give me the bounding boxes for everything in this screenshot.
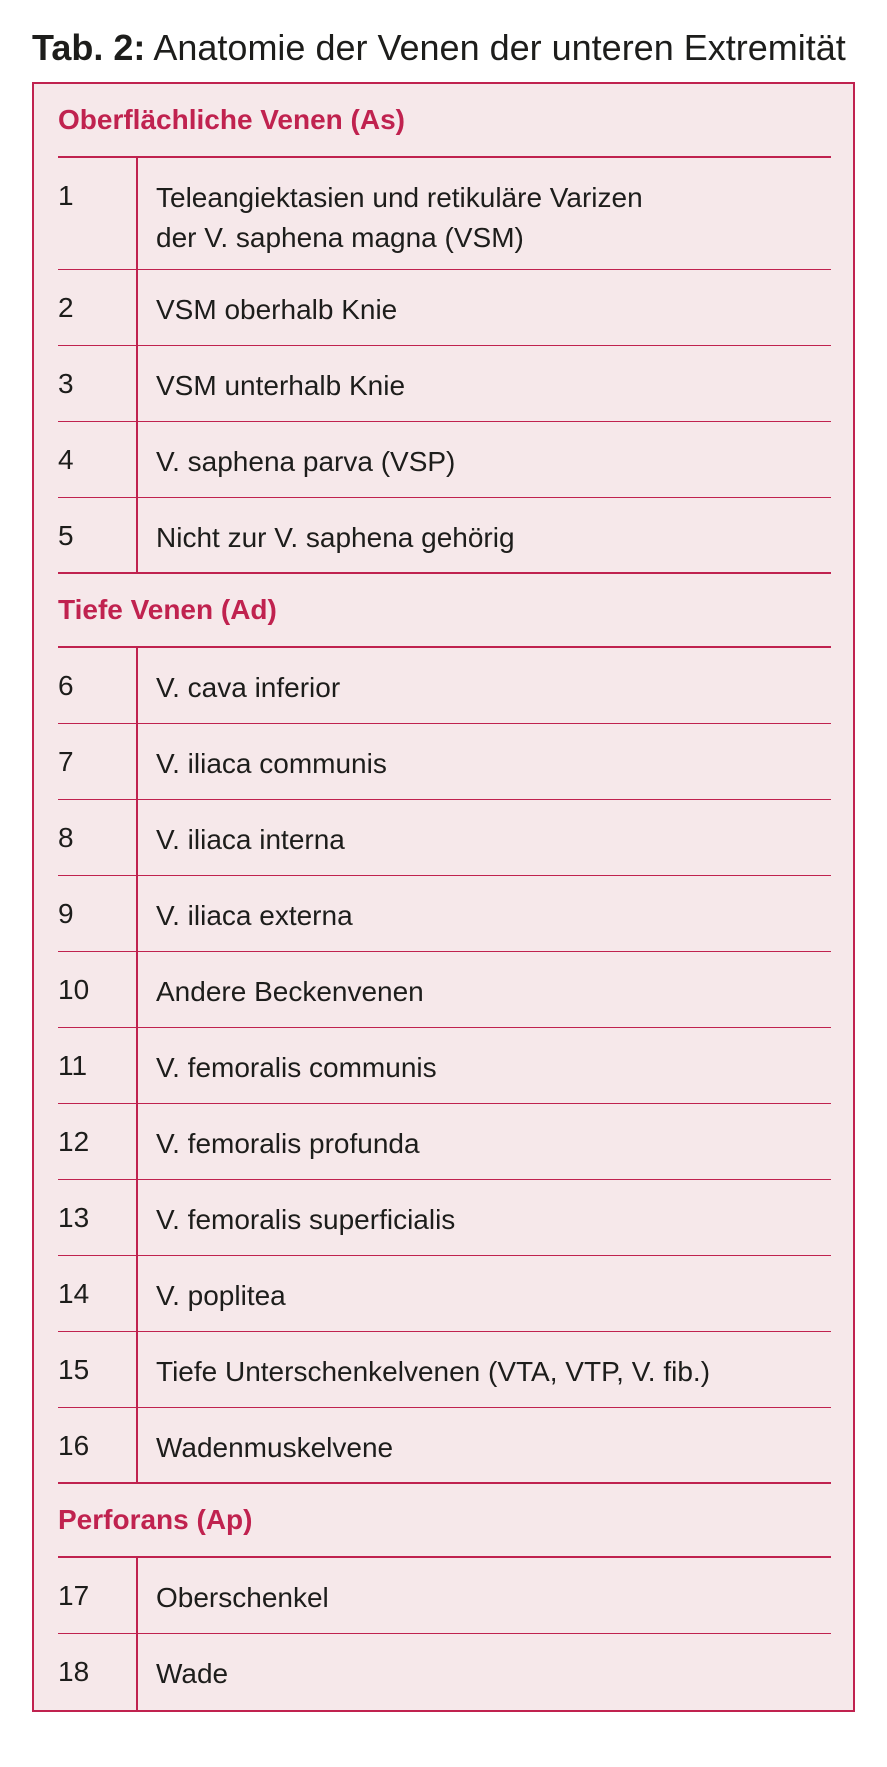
row-label-line: Wade — [156, 1658, 229, 1689]
row-label — [138, 648, 831, 723]
section-header: Oberflächliche Venen (As) — [58, 84, 831, 158]
row-label-line: V. iliaca externa — [156, 900, 353, 931]
row-label — [138, 346, 831, 421]
table-row — [58, 498, 831, 574]
row-number: 16 — [58, 1408, 138, 1482]
row-number: 15 — [58, 1332, 138, 1407]
row-number: 14 — [58, 1256, 138, 1331]
row-label-line: Oberschenkel — [156, 1582, 329, 1613]
row-number: 2 — [58, 270, 138, 345]
table-row — [58, 422, 831, 498]
row-label — [138, 498, 831, 572]
table-row — [58, 800, 831, 876]
row-label-line: V. cava inferior — [156, 672, 341, 703]
row-number: 13 — [58, 1180, 138, 1255]
table-row — [58, 876, 831, 952]
row-number: 1 — [58, 158, 138, 269]
row-number: 6 — [58, 648, 138, 723]
row-label — [138, 1256, 831, 1331]
row-number: 12 — [58, 1104, 138, 1179]
row-number: 11 — [58, 1028, 138, 1103]
row-label — [138, 270, 831, 345]
row-label-line: Wadenmuskelvene — [156, 1432, 394, 1463]
table-row — [58, 270, 831, 346]
row-label-line: V. femoralis superficialis — [156, 1204, 456, 1235]
row-label-line: V. iliaca communis — [156, 748, 387, 779]
table-row — [58, 648, 831, 724]
row-label — [138, 1332, 831, 1407]
row-label — [138, 876, 831, 951]
table-section — [58, 84, 831, 574]
table-row — [58, 1634, 831, 1710]
row-label-line: V. iliaca interna — [156, 824, 345, 855]
row-label — [138, 1558, 831, 1633]
row-label — [138, 1180, 831, 1255]
row-number: 4 — [58, 422, 138, 497]
row-number: 9 — [58, 876, 138, 951]
row-label-line: Nicht zur V. saphena gehörig — [156, 522, 515, 553]
table-row — [58, 1180, 831, 1256]
table-row — [58, 1256, 831, 1332]
section-header: Tiefe Venen (Ad) — [58, 574, 831, 648]
row-label — [138, 952, 831, 1027]
table-row — [58, 1558, 831, 1634]
table-row — [58, 158, 831, 270]
row-label-line: V. femoralis profunda — [156, 1128, 420, 1159]
row-label-line: Teleangiektasien und retikuläre Varizen — [156, 182, 643, 213]
row-label — [138, 1408, 831, 1482]
table-row — [58, 1332, 831, 1408]
table-row — [58, 952, 831, 1028]
table-title: Anatomie der Venen der unteren Extremität — [153, 27, 846, 68]
row-label — [138, 158, 831, 269]
row-label-line: der V. saphena magna (VSM) — [156, 222, 524, 253]
row-number: 8 — [58, 800, 138, 875]
row-label — [138, 724, 831, 799]
row-label-line: V. femoralis communis — [156, 1052, 437, 1083]
row-number: 3 — [58, 346, 138, 421]
row-number: 7 — [58, 724, 138, 799]
row-number: 5 — [58, 498, 138, 572]
table-row — [58, 1408, 831, 1484]
table-row — [58, 724, 831, 800]
section-header: Perforans (Ap) — [58, 1484, 831, 1558]
row-label — [138, 800, 831, 875]
table-row — [58, 346, 831, 422]
table-body — [58, 84, 831, 1710]
row-label-line: VSM oberhalb Knie — [156, 294, 398, 325]
table-section — [58, 1484, 831, 1710]
row-label-line: Andere Beckenvenen — [156, 976, 424, 1007]
row-number: 10 — [58, 952, 138, 1027]
row-label-line: Tiefe Unterschenkelvenen (VTA, VTP, V. fib.) — [156, 1356, 711, 1387]
row-label — [138, 1634, 831, 1710]
row-label — [138, 1028, 831, 1103]
table-row — [58, 1104, 831, 1180]
vein-anatomy-table — [32, 82, 855, 1712]
table-section — [58, 574, 831, 1484]
row-label-line: VSM unterhalb Knie — [156, 370, 406, 401]
row-label — [138, 1104, 831, 1179]
table-number: Tab. 2: — [32, 27, 146, 68]
row-number: 17 — [58, 1558, 138, 1633]
row-label-line: V. poplitea — [156, 1280, 286, 1311]
table-caption — [32, 26, 846, 70]
row-number: 18 — [58, 1634, 138, 1710]
row-label — [138, 422, 831, 497]
table-row — [58, 1028, 831, 1104]
row-label-line: V. saphena parva (VSP) — [156, 446, 456, 477]
